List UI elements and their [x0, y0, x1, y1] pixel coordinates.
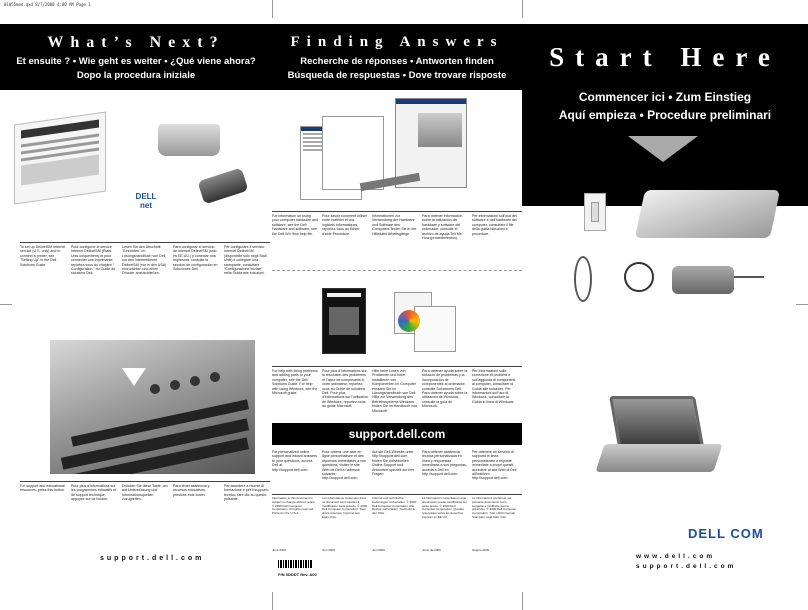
middle-support-col-it: Per ottenere un servizio di supporto in linea personalizzato e risposte immediate a propri quesiti, accedere al sito Web di Dell all’indirizzo http://support.dell.com. [472, 450, 517, 481]
finding-answers-subtitle-2: Búsqueda de respuestas • Dove trovare risposte [287, 70, 507, 81]
crop-mark-6 [796, 304, 808, 305]
date-it: Giugno 2000 [472, 548, 490, 552]
laptop-closed-image [635, 190, 780, 238]
left-top-col-fr: Pour configurer le service Internet DellnetSM (États-Unis uniquement) et pour connecter une imprimante, reportez-vous au chapitre " Configuration " du Guide de solutions Dell. [71, 245, 116, 276]
wall-outlet-image [584, 193, 606, 231]
printer-image [158, 124, 220, 156]
date-en: June 2000 [272, 548, 287, 552]
crop-mark-3 [272, 592, 273, 610]
left-bottom-col-de: Drücken Sie diese Taste, um auf Unterstützung und Informationsquellen zuzugreifen. [122, 484, 168, 502]
start-here-subtitle-2: Aquí empieza • Procedure preliminari [558, 108, 772, 122]
help-screenshot-image [300, 98, 465, 208]
middle-top-col-de: Informationen zur Verwendung der Hardware und Software des Computers finden Sie in der Hilfedatei Arbeitsgänge. [372, 214, 417, 236]
middle-mid-col-es: Para obtener ayuda sobre la solución de problemas y la incorporación de componentes al ordenador, consulte Soluciones Dell. Para obtener ayuda sobre la utilización de Windows, consulte la guía de Microsoft. [422, 369, 468, 409]
power-cord-image [624, 262, 654, 292]
middle-top-col-en: For information on using your computer hardware and software, see the Dell Hardware and software, see the Dell Wh How help file. [272, 214, 318, 236]
date-de: Juni 2000 [372, 548, 386, 552]
middle-top-col-it: Per informazioni sull’uso del software e dell’hardware del computer, consultare il file della guida Istruzioni e procedure. [472, 214, 517, 236]
part-number: P/N 3DDDT Rev. A00 [278, 572, 317, 577]
middle-mid-col-it: Per informazioni sulla correzione di problemi e sull’aggiunta di componenti al computer, consultare la Guida alle soluzioni. Per informazioni sull’uso di Windows, consultare la Guida in linea di Windows. [472, 369, 516, 404]
legal-col-fr: Les informations contenues dans ce document sont sujettes à modification sans préavis. © 2000 Dell Computer Corporation. Tous droits réservés. Imprimé aux États-Unis. [322, 496, 368, 519]
phone-cable-image [574, 256, 592, 302]
left-top-col-en: To set up DellnetSM Internet service (U.S. only) and to connect a printer, see "Setting Up" in the Dell Solutions Guide. [20, 245, 66, 267]
crop-mark-5 [0, 304, 12, 305]
middle-mid-col-fr: Pour plus d’informations sur la résolution des problèmes et l’ajout de composants à votre ordinateur, reportez-vous au Guide de solutions Dell. Pour plus d’informations sur l’utilisation de Windows, reportez-vous au guide Microsoft. [322, 369, 368, 409]
right-footer-url-1: www.dell.com [636, 553, 716, 560]
left-top-col-de: Lesen Sie den Abschnitt "Einrichten" im Lösungshandbuch von Dell, um den Internetdienst DellnetSM (nur in den USA) einzurichten und einen Drucker anzuschließen. [122, 245, 167, 276]
middle-top-rule [272, 211, 522, 212]
middle-divider-1 [272, 270, 522, 271]
left-top-col-es: Para configurar el servicio de Internet DellnetSM (sólo en EE.UU.) y conectar una impresora, consulte la sección de configuración en Soluciones Dell. [173, 245, 218, 272]
dellnet-logo-text: DELL net [135, 192, 157, 210]
left-top-rule [20, 242, 270, 243]
middle-support-col-es: Para obtener asistencia técnica personalizada en línea y respuestas inmediatas a sus preguntas, acceda a Dell en http://support.dell.com. [422, 450, 467, 477]
start-here-banner [522, 24, 808, 206]
crop-mark-2 [522, 0, 523, 18]
legal-col-es: La información contenida en este documento puede modificarse sin aviso previo. © 2000 Dell Computer Corporation. Quedan reservados todos los derechos. Impreso en EE.UU. [422, 496, 467, 519]
middle-support-col-en: For personalized online support and instant answers to your questions, access Dell at http://support.dell.com. [272, 450, 317, 472]
legal-col-en: Information in this document is subject to change without notice. © 2000 Dell Computer Corporation. All rights reserved. Printed in the U.S.A. [272, 496, 316, 516]
whats-next-subtitle-2: Dopo la procedura iniziale [76, 70, 196, 81]
support-bar: support.dell.com [272, 423, 522, 445]
left-bottom-col-es: Para tener asistencia y recursos educativos, presione este botón. [173, 484, 210, 497]
scanner-image [197, 167, 248, 204]
barcode [278, 560, 312, 568]
right-footer-url-2: support.dell.com [636, 563, 737, 570]
left-bottom-rule [20, 481, 270, 482]
dell-com-logo: DELL COM [688, 526, 764, 541]
legal-rule [272, 494, 522, 495]
down-arrow-icon [628, 136, 698, 162]
middle-support-col-fr: Pour obtenir une aide en ligne personnalisée et des réponses immédiates à vos questions, visitez le site Web de Dell à l’adresse suivante : http://support.dell.com. [322, 450, 366, 481]
ac-adapter-image [672, 266, 734, 294]
crop-mark-4 [522, 592, 523, 610]
left-footer-url: support.dell.com [100, 555, 205, 562]
solutions-guide-image [14, 112, 106, 205]
left-bottom-col-en: For support and educational resources, press this button. [20, 484, 66, 493]
legal-col-de: Irrtümer und technische Änderungen vorbehalten. © 2000 Dell Computer Corporation. Alle Rechte vorbehalten. Gedruckt in den USA. [372, 496, 417, 516]
whats-next-title: What’s Next? [47, 34, 225, 51]
left-top-col-it: Per configurare il servizio Internet DellnetSM (disponibile solo negli Stati Uniti) e collegare una stampante, consultare "Configurazione iniziale" nella Guida alle soluzioni. [224, 245, 267, 276]
middle-mid-rule [272, 366, 522, 367]
adapter-cable [734, 276, 764, 278]
date-es: Junio de 2000 [422, 548, 441, 552]
date-fr: Juin 2000 [322, 548, 336, 552]
finding-answers-subtitle-1: Recherche de réponses • Antworten finden [300, 56, 494, 67]
middle-top-col-es: Para obtener información sobre la utilización del hardware y software del ordenador, consulte el archivo de ayuda Tell Me How (procedimientos). [422, 214, 463, 241]
start-here-subtitle-1: Commencer ici • Zum Einstieg [578, 90, 752, 104]
finding-answers-title: Finding Answers [290, 34, 504, 50]
middle-support-col-de: Auf die Dell-Website unter http://support.dell.com finden Sie individuellen Online-Support und Antworten speziell auf Ihre Fragen. [372, 450, 415, 477]
finding-answers-banner [272, 24, 522, 90]
dellnet-logo [130, 192, 162, 210]
middle-mid-col-de: Hilfe beim Lösen von Problemen und beim Installieren von Komponenten im Computer erhalten Sie im Lösungshandbuch von Dell. Hilfe zur Verwendung des Betriebssystems Windows finden Sie im Handbuch von Microsoft. [372, 369, 417, 413]
legal-col-it: Le informazioni contenute nel presente documento sono soggette a modifiche senza preavviso. © 2000 Dell Computer Corporation. Tutti i diritti riservati. Stampato negli Stati Uniti. [472, 496, 517, 519]
laptop-open-image [600, 396, 720, 476]
middle-mid-col-en: For help with fixing problems and adding parts to your computer, see the Dell Solutions Guide. For help with using Windows, see the Microsoft guide. [272, 369, 318, 396]
middle-top-col-fr: Pour savoir comment utiliser votre matériel et vos logiciels informatiques, reportez-vous au fichier d’aide Procédure. [322, 214, 368, 236]
crop-mark-1 [272, 0, 273, 18]
keyboard-photo [50, 340, 255, 474]
whats-next-subtitle-1: Et ensuite ? • Wie geht es weiter • ¿Qué viene ahora? [16, 56, 256, 67]
left-bottom-col-it: Per accedere a risorse di formazione e per il supporto tecnico, fare clic su questo pulsante. [224, 484, 269, 502]
print-header: 01055med.qxd 8/7/2000 4:00 AM Page 1 [4, 2, 91, 7]
whats-next-banner [0, 24, 272, 90]
manuals-image [322, 288, 472, 358]
start-here-title: Start Here [549, 42, 781, 72]
left-bottom-col-fr: Pour plus d’informations sur les programmes éducatifs et de support technique, appuyez sur ce bouton. [71, 484, 117, 502]
